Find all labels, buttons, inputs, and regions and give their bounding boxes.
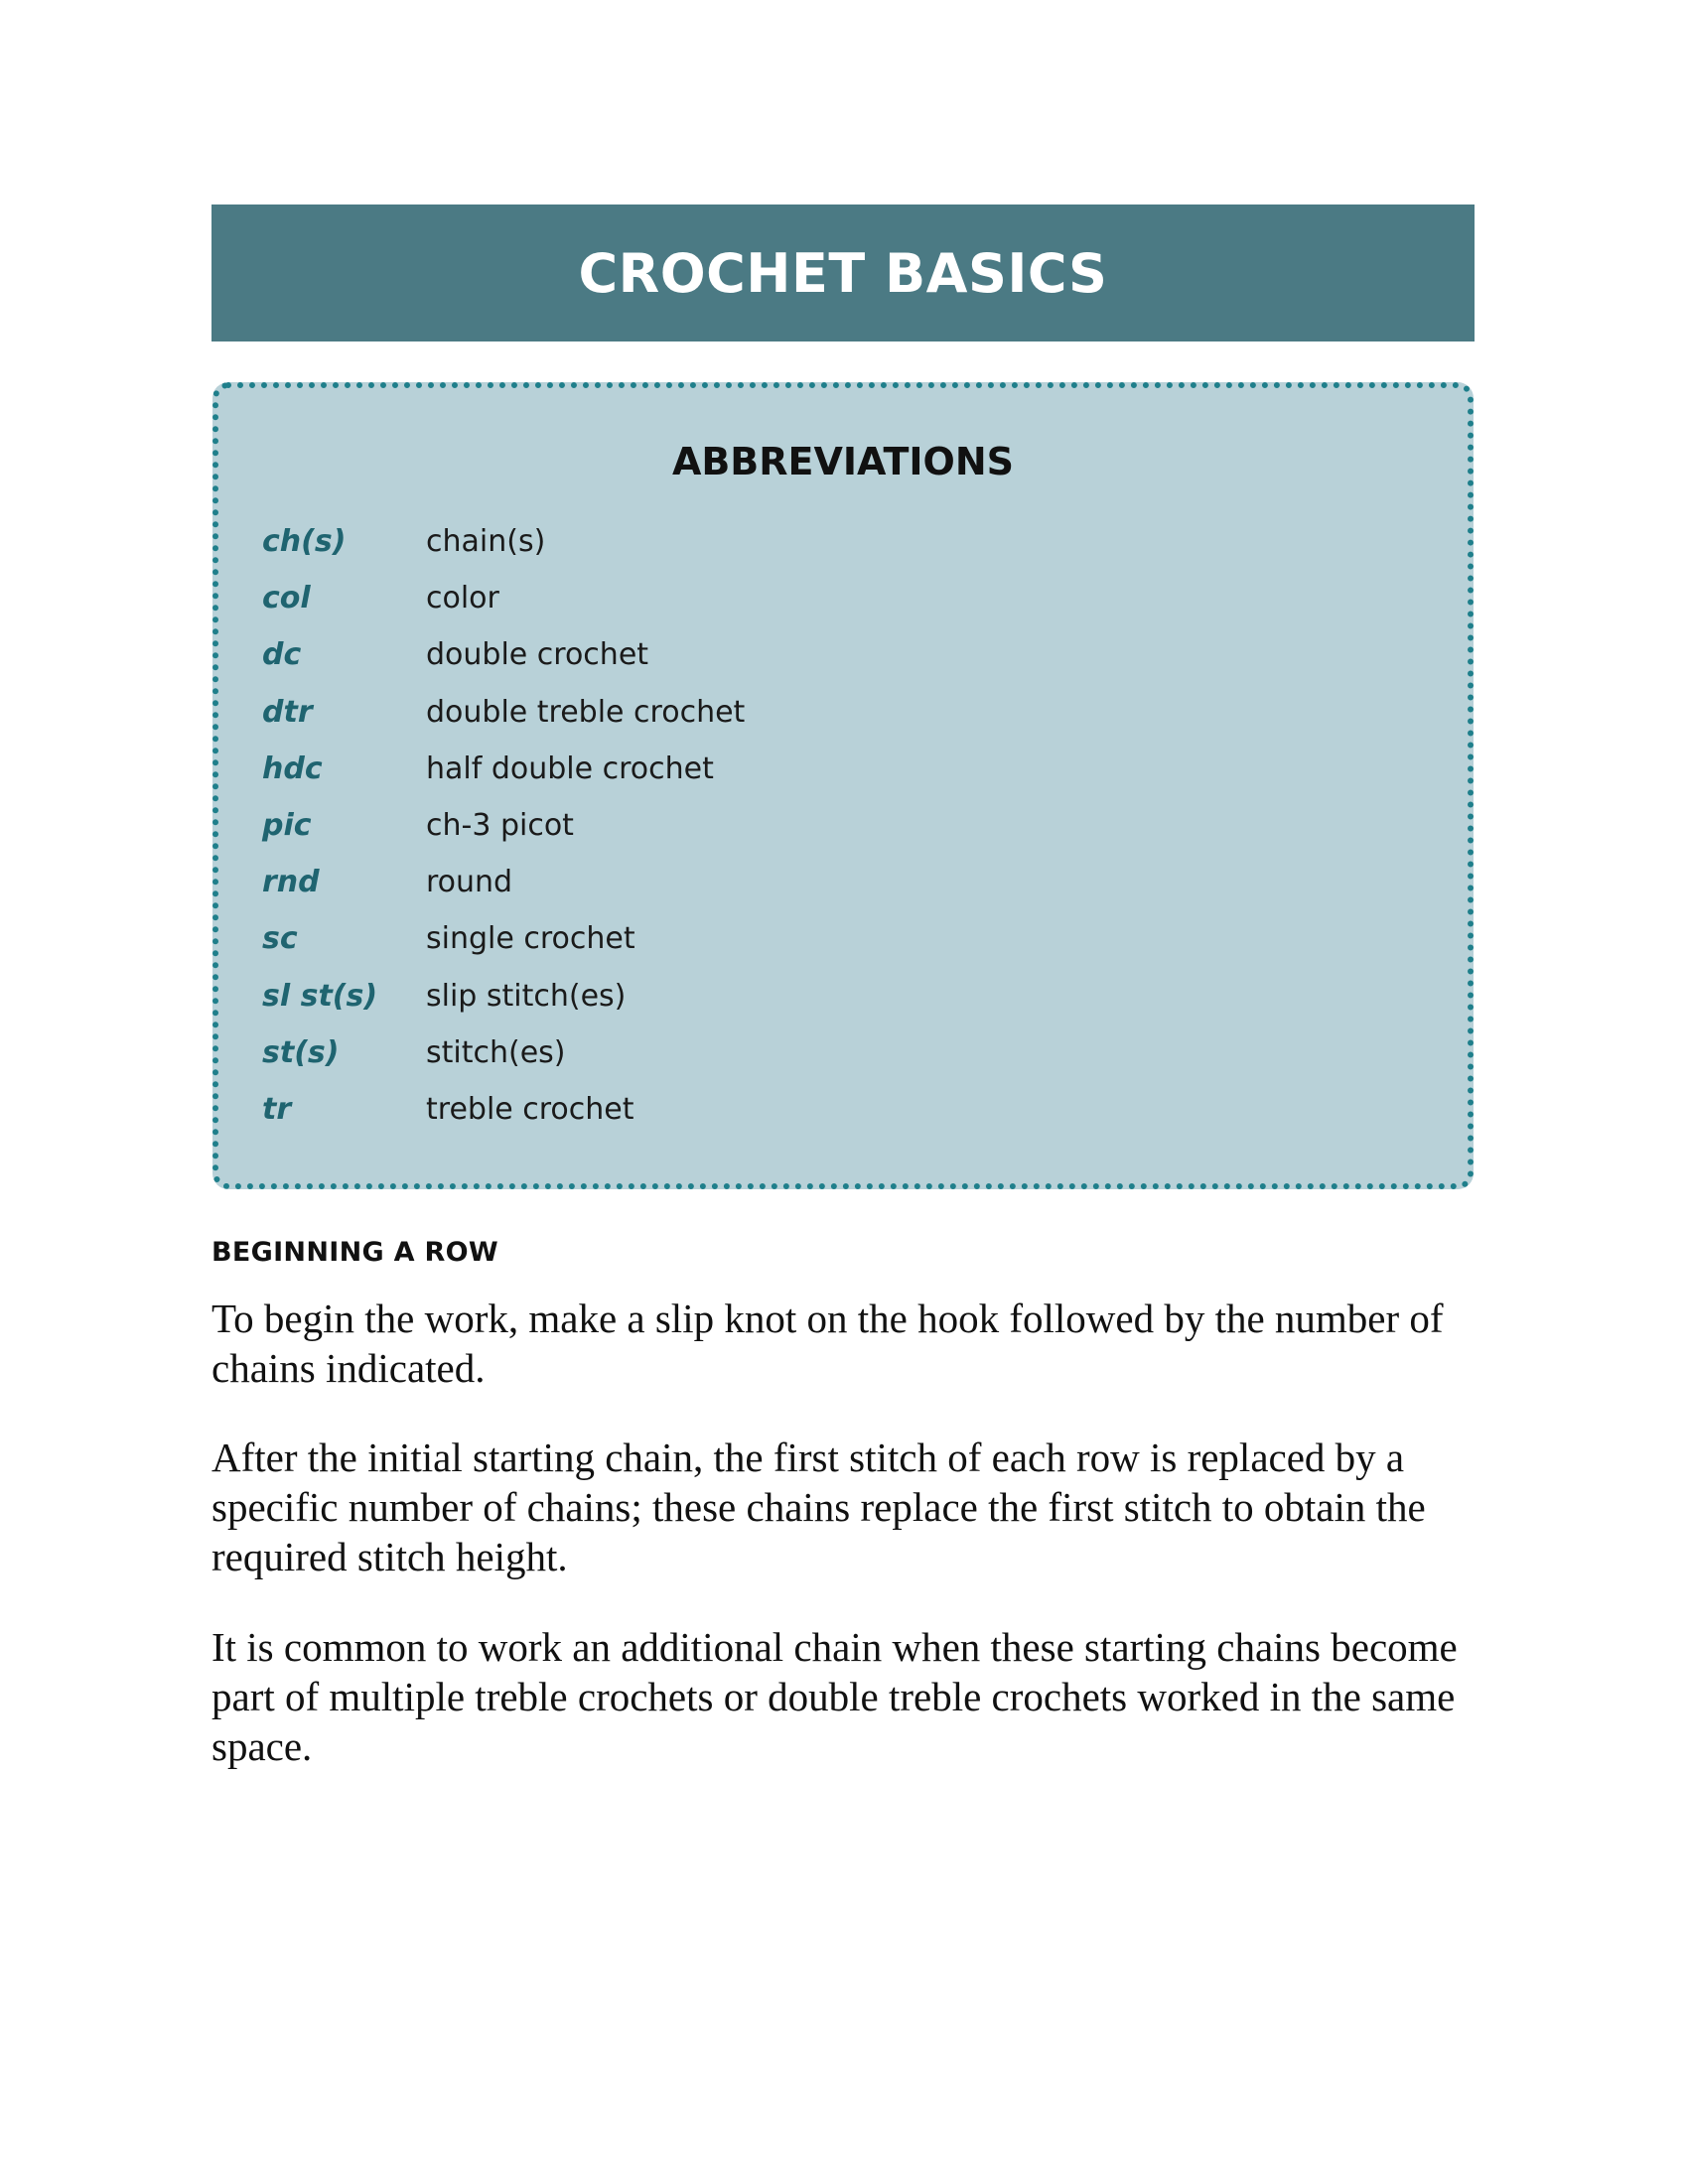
- abbreviation-definition: half double crochet: [426, 751, 714, 786]
- abbreviation-term: st(s): [262, 1034, 340, 1070]
- abbreviation-row: [262, 684, 745, 741]
- abbreviation-row: [262, 1081, 745, 1138]
- abbreviations-heading: ABBREVIATIONS: [671, 440, 1015, 483]
- abbreviations-list: [262, 513, 745, 1138]
- abbreviation-row: [262, 797, 745, 854]
- abbreviation-definition: double crochet: [426, 637, 649, 673]
- body-paragraph: After the initial starting chain, the first stitch of each row is replaced by a specific number of chains; these chains replace the first stitch to obtain the required stitch height.: [211, 1434, 1426, 1579]
- abbreviation-definition: treble crochet: [426, 1091, 634, 1127]
- page-title: CROCHET BASICS: [578, 241, 1108, 305]
- abbreviation-term: pic: [262, 808, 312, 844]
- abbreviation-definition: single crochet: [426, 921, 635, 957]
- abbreviation-term: ch(s): [262, 524, 347, 560]
- abbreviation-definition: chain(s): [426, 524, 546, 560]
- abbreviation-term: col: [262, 581, 311, 616]
- abbreviation-term: hdc: [262, 751, 323, 786]
- body-paragraph: It is common to work an additional chain when these starting chains become part of multiple treble crochets or double treble crochets worked in the same space.: [211, 1624, 1458, 1769]
- body-paragraph: To begin the work, make a slip knot on the hook followed by the number of chains indicated.: [211, 1296, 1444, 1391]
- abbreviation-row: [262, 570, 745, 626]
- abbreviation-row: [262, 1024, 745, 1081]
- abbreviation-definition: color: [426, 581, 499, 616]
- abbreviation-row: [262, 626, 745, 683]
- abbreviation-row: [262, 741, 745, 797]
- abbreviation-definition: double treble crochet: [426, 694, 746, 730]
- abbreviation-definition: slip stitch(es): [426, 978, 627, 1014]
- section-heading: BEGINNING A ROW: [211, 1237, 498, 1268]
- abbreviation-definition: round: [426, 865, 513, 900]
- abbreviation-term: sl st(s): [262, 978, 378, 1014]
- abbreviation-term: tr: [262, 1091, 292, 1127]
- abbreviation-term: rnd: [262, 865, 320, 900]
- title-banner: [211, 205, 1475, 341]
- abbreviation-term: dc: [262, 637, 302, 673]
- abbreviation-row: [262, 854, 745, 910]
- abbreviation-term: dtr: [262, 694, 313, 730]
- abbreviation-definition: ch-3 picot: [426, 808, 574, 844]
- abbreviation-row: [262, 513, 745, 570]
- abbreviation-row: [262, 968, 745, 1024]
- abbreviations-box: [212, 382, 1474, 1189]
- abbreviation-definition: stitch(es): [426, 1034, 566, 1070]
- abbreviation-row: [262, 910, 745, 967]
- abbreviation-term: sc: [262, 921, 298, 957]
